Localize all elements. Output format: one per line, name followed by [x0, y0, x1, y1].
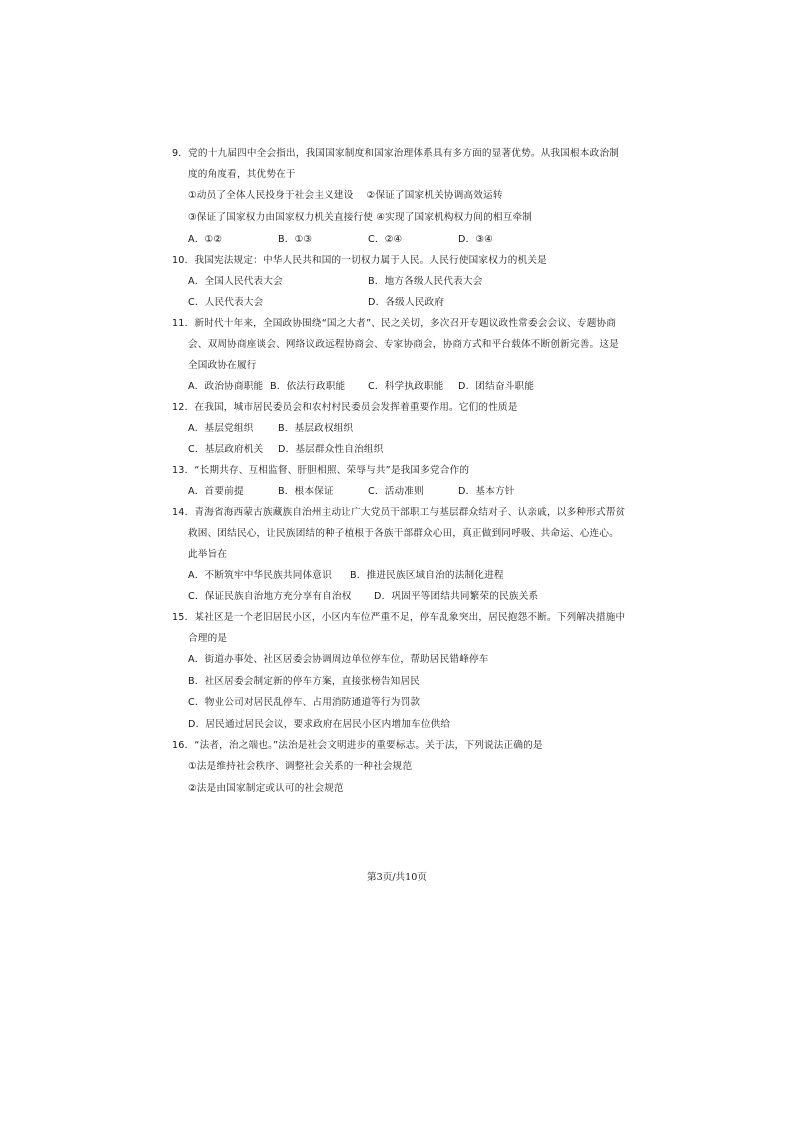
page-number: 第3页/共10页 [367, 872, 427, 883]
option-c: C．科学执政职能 [368, 381, 444, 392]
option-b: B．基层政权组织 [278, 423, 354, 434]
question-text: 救困、团结民心，让民族团结的种子植根于各族干部群众心田，真正做到同呼吸、共命运、心连心。 [188, 528, 619, 539]
option-d: D．居民通过居民会议，要求政府在居民小区内增加车位供给 [188, 718, 451, 730]
option-a: A．街道办事处、社区居委会协调周边单位停车位，帮助居民错峰停车 [188, 654, 489, 665]
option-d: D．基层群众性自治组织 [278, 444, 384, 455]
question-number: 15． [172, 612, 195, 623]
question-text: 我国宪法规定：中华人民共和国的一切权力属于人民。人民行使国家权力的机关是 [194, 255, 547, 266]
question-13 [172, 460, 642, 502]
option-b: B．根本保证 [278, 486, 334, 497]
options-row [172, 439, 642, 460]
options-row [172, 586, 642, 607]
options-row [172, 418, 642, 439]
option-c: C．物业公司对居民乱停车、占用消防通道等行为罚款 [188, 697, 421, 708]
question-11 [172, 313, 642, 397]
question-number: 14． [172, 507, 195, 518]
question-10 [172, 250, 642, 313]
question-15 [172, 607, 642, 735]
question-text: 青海省海西蒙古族藏族自治州主动让广大党员干部职工与基层群众结对子、认亲戚，以多种形式帮贫 [194, 507, 626, 518]
question-number: 12． [172, 402, 195, 413]
option-a: A．①② [188, 234, 223, 245]
question-text: 新时代十年来，全国政协围绕“国之大者”、民之关切，多次召开专题议政性常委会会议、专题协商 [194, 318, 617, 329]
option-c: C．②④ [368, 234, 403, 245]
question-number: 9． [172, 148, 189, 159]
option-d: D．巩固平等团结共同繁荣的民族关系 [374, 591, 539, 602]
question-text: 某社区是一个老旧居民小区，小区内车位严重不足，停车乱象突出，居民抱怨不断。下列解决措施中 [194, 612, 626, 623]
options-row [172, 229, 642, 250]
option-b: B．依法行政职能 [270, 381, 346, 392]
question-16 [172, 735, 642, 800]
options-row [172, 481, 642, 502]
option-c: C．基层政府机关 [188, 444, 264, 455]
question-text: 合理的是 [188, 633, 228, 644]
question-text: 党的十九届四中全会指出，我国国家制度和国家治理体系具有多方面的显著优势。从我国根本政治制 [188, 148, 620, 159]
question-9 [172, 143, 642, 250]
question-text: “法者，治之端也。”法治是社会文明进步的重要标志。关于法，下列说法正确的是 [194, 740, 543, 751]
statement: ①动员了全体人民投身于社会主义建设 ②保证了国家机关协调高效运转 [188, 190, 503, 201]
question-number: 10． [172, 255, 195, 266]
option-b: B．推进民族区域自治的法制化进程 [350, 570, 504, 581]
statement: ②法是由国家制定或认可的社会规范 [188, 783, 344, 794]
option-d: D．团结奋斗职能 [458, 381, 535, 392]
options-row [172, 565, 642, 586]
question-text: 在我国，城市居民委员会和农村村民委员会发挥着重要作用。它们的性质是 [194, 402, 518, 413]
option-d: D．各级人民政府 [368, 297, 445, 308]
option-d: D．基本方针 [458, 486, 515, 497]
question-text: 此举旨在 [188, 549, 228, 560]
statement: ①法是维持社会秩序、调整社会关系的一种社会规范 [188, 761, 413, 772]
option-a: A．政治协商职能 [188, 381, 264, 392]
option-a: A．首要前提 [188, 486, 244, 497]
question-text: 全国政协在履行 [188, 360, 257, 371]
options-row [172, 376, 642, 397]
option-b: B．①③ [278, 234, 313, 245]
question-number: 16． [172, 740, 195, 751]
question-text: 度的角度看，其优势在于 [188, 169, 296, 180]
question-number: 13． [172, 465, 195, 476]
statement: ③保证了国家权力由国家权力机关直接行使 ④实现了国家机构权力间的相互牵制 [188, 212, 533, 223]
option-d: D．③④ [458, 234, 493, 245]
option-c: C．活动准则 [368, 486, 424, 497]
questions-area [172, 143, 642, 800]
option-a: A．不断筑牢中华民族共同体意识 [188, 570, 332, 581]
question-14 [172, 502, 642, 607]
option-a: A．全国人民代表大会 [188, 276, 283, 287]
question-12 [172, 397, 642, 460]
question-text: “长期共存、互相监督、肝胆相照、荣辱与共”是我国多党合作的 [194, 465, 470, 476]
option-b: B．地方各级人民代表大会 [368, 276, 483, 287]
question-text: 会、双周协商座谈会、网络议政远程协商会、专家协商会，协商方式和平台载体不断创新完善。这是 [188, 339, 619, 350]
option-c: C．人民代表大会 [188, 297, 264, 308]
option-b: B．社区居委会制定新的停车方案，直接张榜告知居民 [188, 675, 421, 687]
options-row [172, 271, 642, 292]
options-row [172, 292, 642, 313]
option-c: C．保证民族自治地方充分享有自治权 [188, 591, 352, 602]
question-number: 11． [172, 318, 195, 329]
option-a: A．基层党组织 [188, 423, 254, 434]
